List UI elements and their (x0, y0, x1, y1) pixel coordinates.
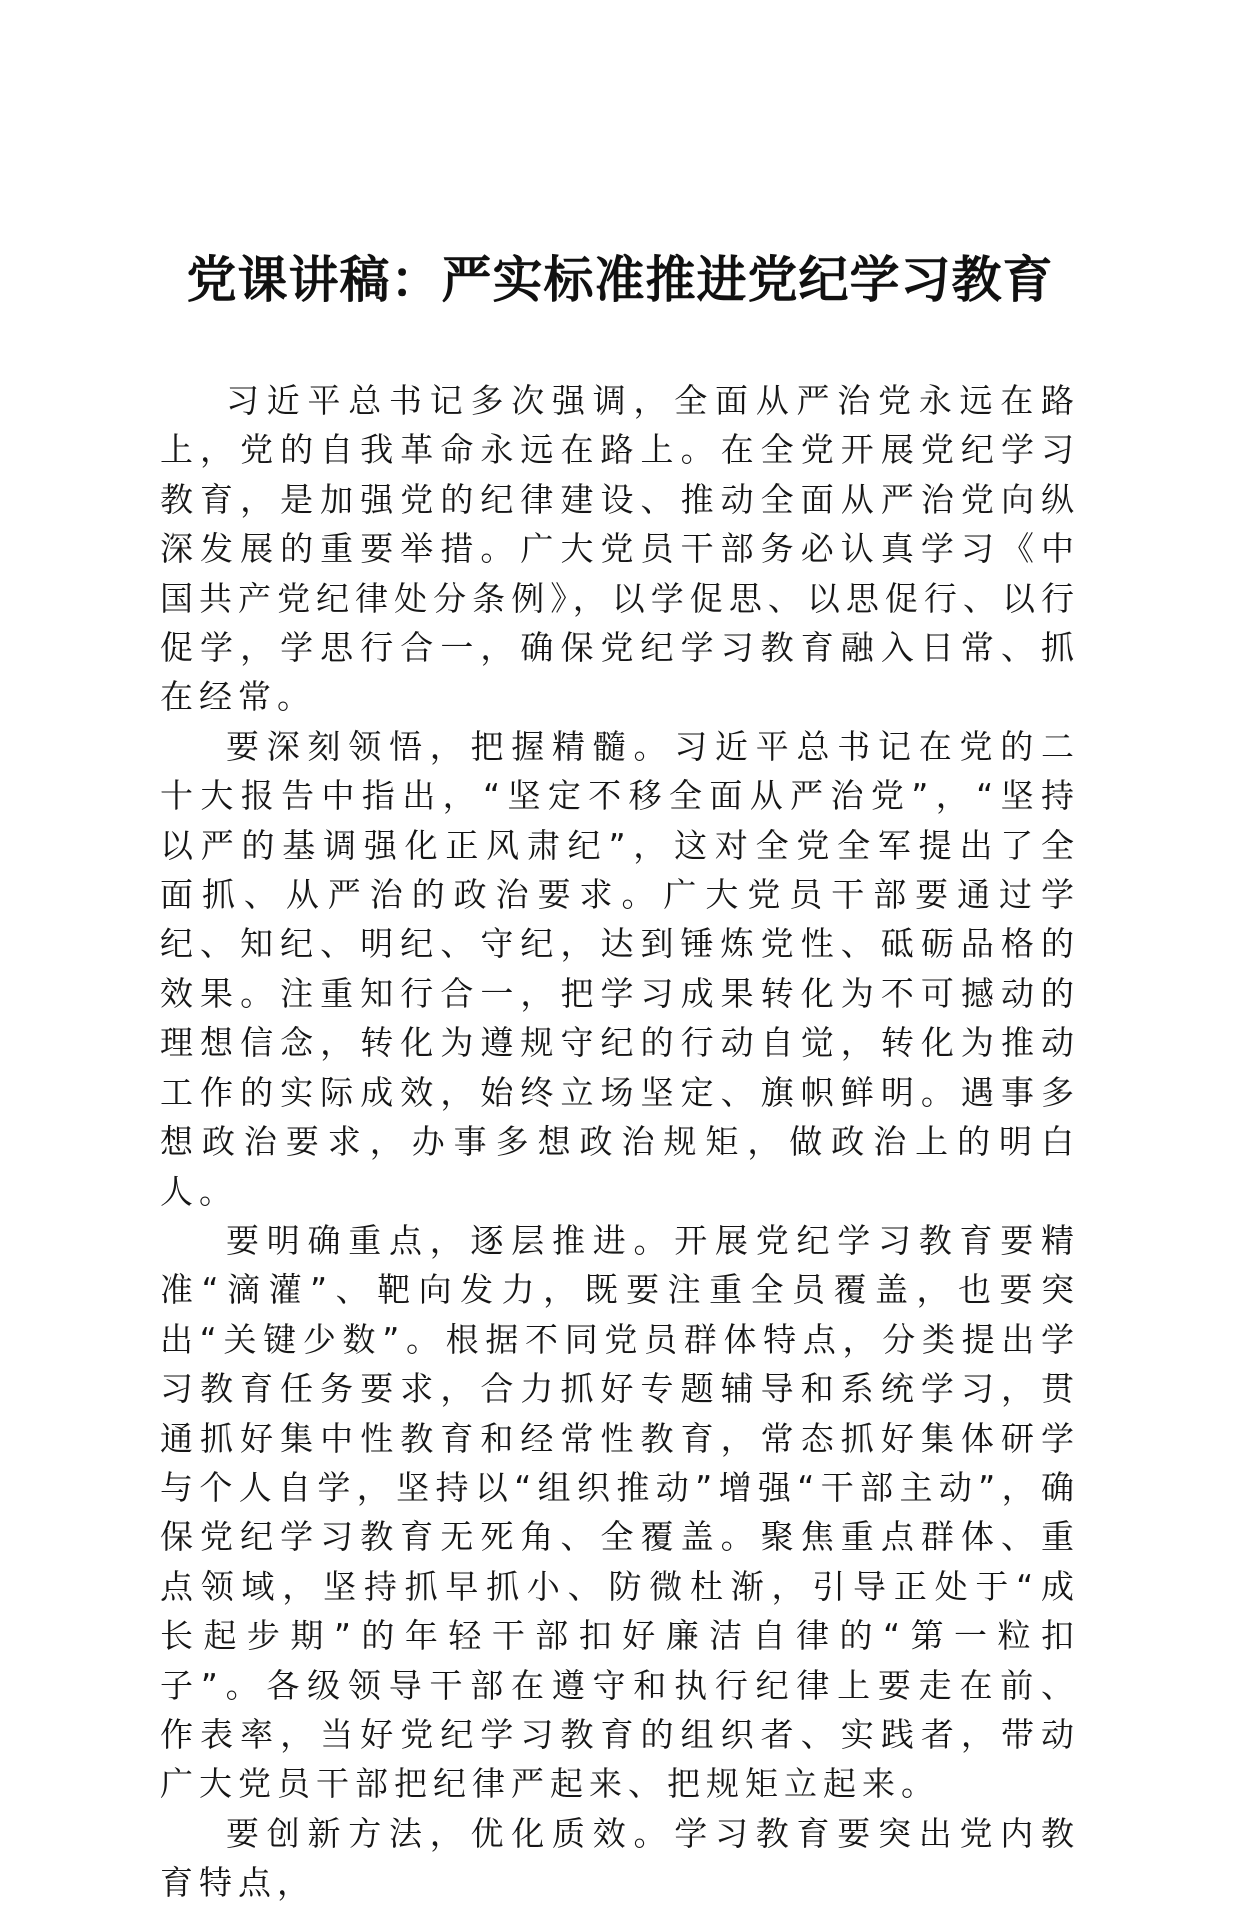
paragraph: 习近平总书记多次强调，全面从严治党永远在路上，党的自我革命永远在路上。在全党开展党纪学习教育，是加强党的纪律建设、推动全面从严治党向纵深发展的重要举措。广大党员干部务必认真学习《中国共产党纪律处分条例》，以学促思、以思促行、以行促学，学思行合一，确保党纪学习教育融入日常、抓在经常。 (160, 381, 1080, 717)
document-body (160, 376, 1080, 1908)
document-title: 党课讲稿：严实标准推进党纪学习教育 (186, 250, 1054, 309)
paragraph: 要创新方法，优化质效。学习教育要突出党内教育特点， (160, 1813, 1080, 1903)
paragraph: 要明确重点，逐层推进。开展党纪学习教育要精准“滴灌”、靶向发力，既要注重全员覆盖，也要突出“关键少数”。根据不同党员群体特点，分类提出学习教育任务要求，合力抓好专题辅导和系统学习，贯通抓好集中性教育和经常性教育，常态抓好集体研学与个人自学，坚持以“组织推动”增强“干部主动”，确保党纪学习教育无死角、全覆盖。聚焦重点群体、重点领域，坚持抓早抓小、防微杜渐，引导正处于“成长起步期”的年轻干部扣好廉洁自律的“第一粒扣子”。各级领导干部在遵守和执行纪律上要走在前、作表率，当好党纪学习教育的组织者、实践者，带动广大党员干部把纪律严起来、把规矩立起来。 (160, 1220, 1080, 1804)
paragraph: 要深刻领悟，把握精髓。习近平总书记在党的二十大报告中指出，“坚定不移全面从严治党”，“坚持以严的基调强化正风肃纪”，这对全党全军提出了全面抓、从严治的政治要求。广大党员干部要通过学纪、知纪、明纪、守纪，达到锤炼党性、砥砺品格的效果。注重知行合一，把学习成果转化为不可撼动的理想信念，转化为遵规守纪的行动自觉，转化为推动工作的实际成效，始终立场坚定、旗帜鲜明。遇事多想政治要求，办事多想政治规矩，做政治上的明白人。 (160, 726, 1080, 1211)
